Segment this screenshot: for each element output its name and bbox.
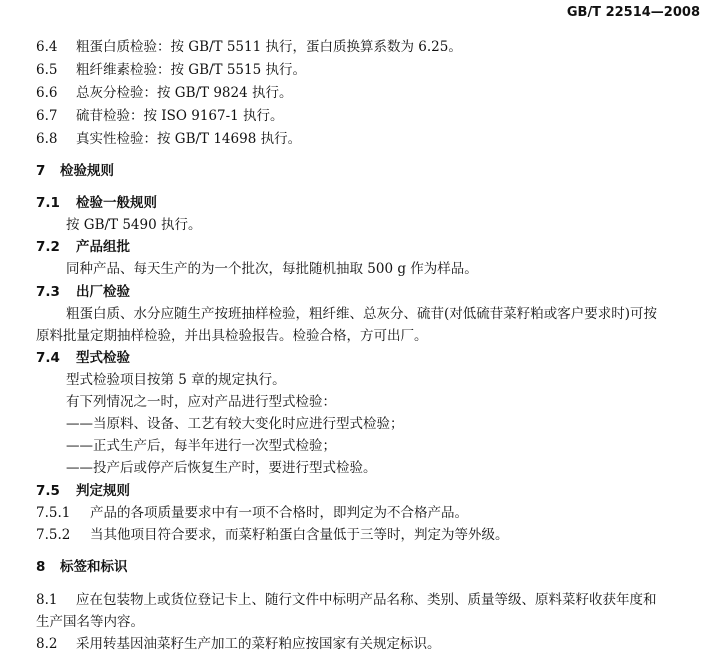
list-item-text: ——正式生产后，每半年进行一次型式检验； (66, 438, 336, 454)
list-item-text: ——投产后或停产后恢复生产时，要进行型式检验。 (66, 460, 377, 476)
paragraph-text: 型式检验项目按第 5 章的规定执行。 (66, 372, 286, 388)
clause-number: 7.1 (36, 195, 60, 211)
clause-text: 当其他项目符合要求，而菜籽粕蛋白含量低于三等时，判定为等外级。 (90, 527, 509, 543)
clause-title: 检验一般规则 (76, 195, 157, 211)
clause-number: 7.5.1 (36, 505, 71, 521)
clause-number: 8.1 (36, 592, 58, 608)
clause-number: 6.4 (36, 39, 58, 55)
clause-text: 粗蛋白质检验：按 GB/T 5511 执行，蛋白质换算系数为 6.25。 (76, 39, 462, 55)
paragraph-text: 有下列情况之一时，应对产品进行型式检验： (66, 394, 336, 410)
clause-text: 产品的各项质量要求中有一项不合格时，即判定为不合格产品。 (90, 505, 468, 521)
paragraph-text: 原料批量定期抽样检验，并出具检验报告。检验合格，方可出厂。 (36, 328, 428, 344)
clause-text: 粗纤维素检验：按 GB/T 5515 执行。 (76, 62, 306, 78)
list-item-text: ——当原料、设备、工艺有较大变化时应进行型式检验； (66, 416, 404, 432)
clause-text: 采用转基因油菜籽生产加工的菜籽粕应按国家有关规定标识。 (76, 636, 441, 652)
paragraph-text: 粗蛋白质、水分应随生产按班抽样检验，粗纤维、总灰分、硫苷(对低硫苷菜籽粕或客户要求时)可按 (66, 306, 658, 322)
clause-number: 7.5.2 (36, 527, 71, 543)
clause-text: 真实性检验：按 GB/T 14698 执行。 (76, 131, 302, 147)
clause-title: 产品组批 (76, 239, 130, 255)
clause-number: 6.6 (36, 85, 58, 101)
section-title: 标签和标识 (60, 559, 128, 575)
clause-number: 8.2 (36, 636, 58, 652)
clause-number: 7.2 (36, 239, 60, 255)
section-number: 8 (36, 559, 46, 575)
clause-title: 型式检验 (76, 350, 130, 366)
clause-text: 硫苷检验：按 ISO 9167-1 执行。 (76, 108, 284, 124)
clause-title: 出厂检验 (76, 284, 130, 300)
standard-number: GB/T 22514—2008 (566, 5, 700, 20)
clause-number: 7.5 (36, 483, 60, 499)
clause-number: 6.5 (36, 62, 58, 78)
clause-number: 7.3 (36, 284, 60, 300)
clause-number: 6.7 (36, 108, 58, 124)
clause-text: 应在包装物上或货位登记卡上、随行文件中标明产品名称、类别、质量等级、原料菜籽收获年度和 (76, 592, 657, 608)
paragraph-text: 同种产品、每天生产的为一个批次，每批随机抽取 500 g 作为样品。 (66, 261, 478, 277)
paragraph-text: 按 GB/T 5490 执行。 (66, 217, 202, 233)
section-number: 7 (36, 163, 46, 179)
clause-text: 生产国名等内容。 (36, 614, 144, 630)
section-title: 检验规则 (60, 163, 114, 179)
clause-number: 6.8 (36, 131, 58, 147)
clause-title: 判定规则 (76, 483, 130, 499)
clause-number: 7.4 (36, 350, 60, 366)
clause-text: 总灰分检验：按 GB/T 9824 执行。 (76, 85, 293, 101)
